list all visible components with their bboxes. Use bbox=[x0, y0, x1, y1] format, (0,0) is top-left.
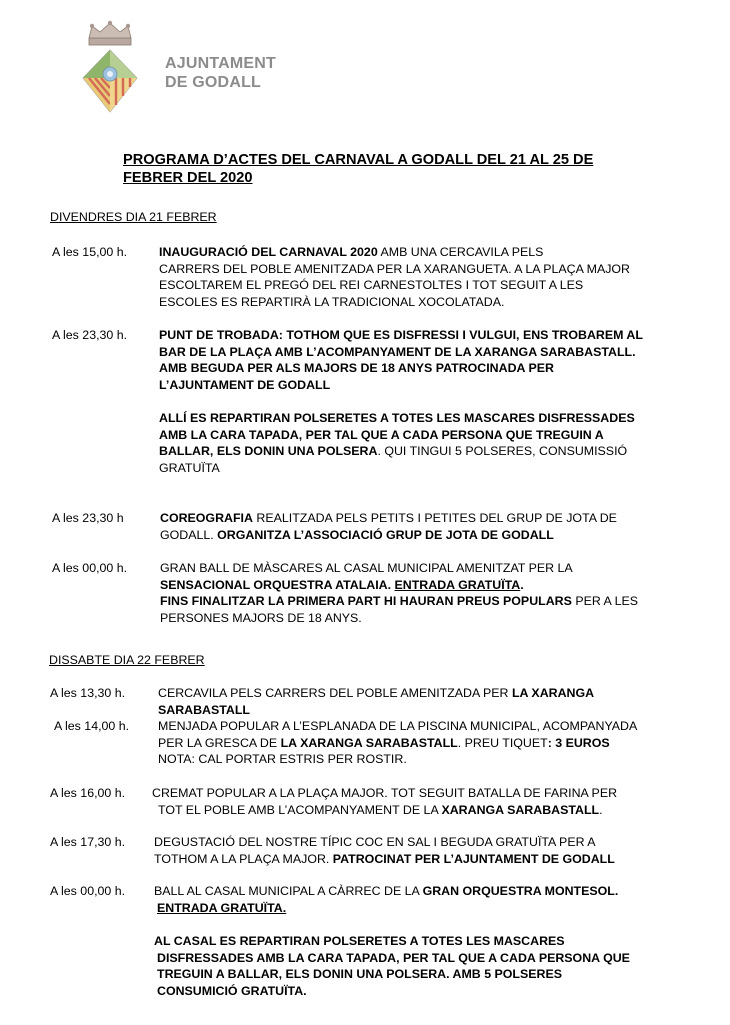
event-description bbox=[160, 560, 638, 626]
event-text: PER A LES bbox=[571, 594, 638, 608]
event-line: CARRERS DEL POBLE AMENITZADA PER LA XARANGUETA. A LA PLAÇA MAJOR bbox=[159, 261, 630, 276]
event-time: A les 23,30 h. bbox=[52, 328, 128, 342]
event-line bbox=[160, 510, 617, 527]
event-highlight: SENSACIONAL ORQUESTRA ATALAIA. bbox=[160, 577, 395, 592]
event-line bbox=[160, 577, 638, 594]
day-heading-saturday: DISSABTE DIA 22 FEBRER bbox=[49, 653, 205, 667]
event-text: . QUI TINGUI 5 POLSERES, CONSUMISSIÓ bbox=[377, 444, 628, 458]
event-line bbox=[159, 244, 630, 261]
event-time: A les 13,30 h. bbox=[50, 686, 126, 700]
event-description bbox=[159, 244, 630, 310]
event-note bbox=[154, 933, 630, 999]
event-text: CERCAVILA PELS CARRERS DEL POBLE AMENITZADA PER bbox=[158, 686, 512, 700]
org-name-line1: AJUNTAMENT bbox=[165, 55, 277, 72]
event-line bbox=[158, 685, 594, 702]
day-heading-friday: DIVENDRES DIA 21 FEBRER bbox=[50, 210, 217, 224]
event-highlight: ORGANITZA L’ASSOCIACIÓ GRUP DE JOTA DE GODALL bbox=[217, 527, 554, 542]
event-price: : 3 EUROS bbox=[547, 735, 610, 750]
event-time: A les 23,30 h bbox=[52, 511, 124, 525]
event-line: ESCOLES ES REPARTIRÀ LA TRADICIONAL XOCOLATADA. bbox=[159, 294, 505, 309]
event-line bbox=[154, 851, 615, 868]
event-text: REALITZADA PELS PETITS I PETITES DEL GRUP DE JOTA DE bbox=[252, 511, 617, 525]
org-name-line2: DE GODALL bbox=[165, 74, 262, 91]
event-time: A les 14,00 h. bbox=[54, 719, 130, 733]
event-description bbox=[154, 883, 618, 916]
free-entry-label: ENTRADA GRATUÏTA bbox=[394, 577, 521, 592]
event-line bbox=[154, 883, 618, 900]
event-highlight: BALLAR, ELS DONIN UNA POLSERA bbox=[159, 444, 378, 458]
event-line: PERSONES MAJORS DE 18 ANYS. bbox=[160, 610, 362, 625]
event-line: GRATUÏTA bbox=[159, 460, 220, 475]
event-line: CREMAT POPULAR A LA PLAÇA MAJOR. TOT SEGUIT BATALLA DE FARINA PER bbox=[152, 786, 618, 800]
event-highlight: FINS FINALITZAR LA PRIMERA PART HI HAURAN PREUS POPULARS bbox=[160, 594, 572, 608]
title-line2: FEBRER DEL 2020 bbox=[123, 170, 253, 186]
event-description bbox=[158, 718, 637, 768]
event-line bbox=[152, 802, 617, 819]
event-note bbox=[159, 410, 635, 476]
event-highlight: LA XARANGA bbox=[511, 686, 595, 700]
event-text: . PREU TIQUET bbox=[457, 735, 548, 750]
event-text: PER LA GRESCA DE bbox=[158, 735, 281, 750]
event-line: DISFRESSADES AMB LA CARA TAPADA, PER TAL QUE A CADA PERSONA QUE bbox=[157, 950, 630, 965]
event-line bbox=[154, 900, 618, 917]
event-line bbox=[158, 735, 637, 752]
event-text: AMB UNA CERCAVILA PELS bbox=[377, 245, 544, 259]
event-text: . bbox=[614, 884, 619, 898]
event-description bbox=[152, 785, 617, 818]
event-time: A les 17,30 h. bbox=[50, 835, 126, 849]
event-line: ALLÍ ES REPARTIRAN POLSERETES A TOTES LES MASCARES DISFRESSADES bbox=[159, 411, 635, 425]
event-time: A les 15,00 h. bbox=[52, 245, 128, 259]
event-description bbox=[154, 834, 615, 867]
event-line: BAR DE LA PLAÇA AMB L’ACOMPANYAMENT DE LA XARANGA SARABASTALL. bbox=[159, 344, 636, 359]
event-text: GODALL. bbox=[160, 527, 218, 542]
event-text: TOTHOM A LA PLAÇA MAJOR. bbox=[154, 851, 333, 866]
event-line: CONSUMICIÓ GRATUÏTA. bbox=[157, 983, 307, 998]
event-highlight: COREOGRAFIA bbox=[160, 511, 253, 525]
crown-shield-icon bbox=[80, 20, 140, 115]
event-text: BALL AL CASAL MUNICIPAL A CÀRREC DE LA bbox=[154, 884, 423, 898]
event-text: . bbox=[599, 802, 603, 817]
event-line: AL CASAL ES REPARTIRAN POLSERETES A TOTES LES MASCARES bbox=[154, 934, 565, 948]
event-time: A les 16,00 h. bbox=[50, 786, 126, 800]
event-description bbox=[158, 685, 594, 718]
event-time: A les 00,00 h. bbox=[50, 884, 126, 898]
event-line: MENJADA POPULAR A L’ESPLANADA DE LA PISCINA MUNICIPAL, ACOMPANYADA bbox=[158, 719, 638, 733]
event-line: AMB LA CARA TAPADA, PER TAL QUE A CADA PERSONA QUE TREGUIN A bbox=[159, 427, 604, 442]
event-line bbox=[160, 593, 638, 610]
event-highlight: XARANGA SARABASTALL bbox=[441, 802, 600, 817]
event-line: GRAN BALL DE MÀSCARES AL CASAL MUNICIPAL AMENITZAT PER LA bbox=[160, 561, 573, 575]
event-highlight: GRAN ORQUESTRA MONTESOL bbox=[422, 884, 615, 898]
event-line: AMB BEGUDA PER ALS MAJORS DE 18 ANYS PATROCINADA PER bbox=[159, 361, 554, 375]
organization-name bbox=[165, 54, 276, 92]
event-description bbox=[159, 327, 643, 393]
event-line: DEGUSTACIÓ DEL NOSTRE TÍPIC COC EN SAL I BEGUDA GRATUÏTA PER A bbox=[154, 835, 596, 849]
event-text: . bbox=[520, 577, 524, 592]
event-line: PUNT DE TROBADA: TOTHOM QUE ES DISFRESSI I VULGUI, ENS TROBAREM AL bbox=[159, 328, 643, 342]
event-time: A les 00,00 h. bbox=[52, 561, 128, 575]
event-description bbox=[160, 510, 617, 543]
event-highlight: INAUGURACIÓ DEL CARNAVAL 2020 bbox=[159, 245, 378, 259]
event-line: TREGUIN A BALLAR, ELS DONIN UNA POLSERA. AMB 5 POLSERES bbox=[157, 967, 563, 981]
document-title bbox=[123, 151, 683, 187]
free-entry-label: ENTRADA GRATUÏTA. bbox=[157, 900, 287, 915]
title-line1: PROGRAMA D’ACTES DEL CARNAVAL A GODALL DEL 21 AL 25 DE bbox=[123, 152, 594, 168]
event-line: NOTA: CAL PORTAR ESTRIS PER ROSTIR. bbox=[158, 752, 407, 766]
event-line: ESCOLTAREM EL PREGÓ DEL REI CARNESTOLTES I TOT SEGUIT A LES bbox=[159, 278, 584, 292]
event-line: SARABASTALL bbox=[158, 702, 251, 717]
coat-of-arms-logo bbox=[80, 20, 140, 115]
event-line: L’AJUNTAMENT DE GODALL bbox=[159, 377, 331, 392]
event-highlight: PATROCINAT PER L’AJUNTAMENT DE GODALL bbox=[332, 851, 615, 866]
event-highlight: LA XARANGA SARABASTALL bbox=[280, 735, 458, 750]
event-text: TOT EL POBLE AMB L’ACOMPANYAMENT DE LA bbox=[158, 802, 442, 817]
event-line bbox=[160, 527, 617, 544]
event-line bbox=[159, 443, 635, 460]
